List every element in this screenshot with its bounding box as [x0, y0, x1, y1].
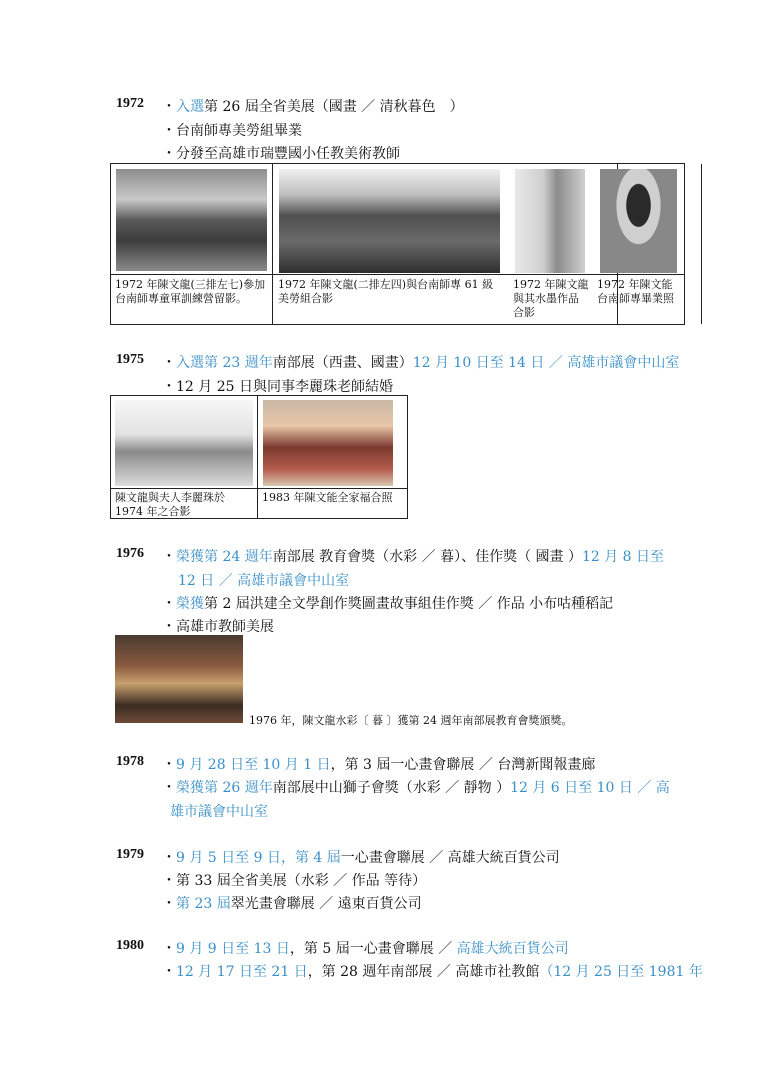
year-1975: 1975 — [116, 352, 144, 367]
caption-1972-1: 1972 年陳文龍(三排左七)參加台南師專童軍訓練營留影。 — [115, 278, 266, 305]
caption-1975-2: 1983 年陳文能全家福合照 — [262, 491, 393, 504]
entry-1978-2: ・榮獲第 26 週年南部展中山獅子會獎（水彩 ／ 靜物 ）12 月 6 日至 10 日 ／ 高 — [162, 780, 670, 796]
entry-1976-3: ・高雄市教師美展 — [162, 619, 274, 635]
entry-1975-1: ・入選第 23 週年南部展（西畫、國畫）12 月 10 日至 14 日 ／ 高雄市議會中山室 — [162, 355, 680, 371]
entry-1979-2: ・第 33 屆全省美展（水彩 ／ 作品 等待） — [162, 873, 427, 889]
entry-1980-1: ・9 月 9 日至 13 日，第 5 屆一心畫會聯展 ／ 高雄大統百貨公司 — [162, 941, 569, 957]
entry-1978-1: ・9 月 28 日至 10 月 1 日，第 3 屆一心畫會聯展 ／ 台灣新聞報畫廊 — [162, 757, 596, 773]
graduation-portrait — [600, 169, 677, 273]
caption-1972-2: 1972 年陳文龍(二排左四)與台南師專 61 級美勞組合影 — [278, 278, 494, 305]
year-1979: 1979 — [116, 847, 144, 862]
group-photo-scout-camp — [116, 169, 267, 271]
year-1978: 1978 — [116, 754, 144, 769]
photo-table-1975 — [110, 395, 408, 519]
family-photo-1983 — [263, 400, 393, 486]
photo-with-ink-painting — [515, 169, 585, 273]
year-1972: 1972 — [116, 96, 144, 111]
entry-1980-2: ・12 月 17 日至 21 日，第 28 週年南部展 ／ 高雄市社教館（12 月 25 日至 1981 年 — [162, 964, 703, 980]
award-ceremony-photo — [115, 635, 243, 723]
year-1976: 1976 — [116, 546, 144, 561]
entry-1976-2: ・榮獲第 2 屆洪建全文學創作獎圖畫故事組佳作獎 ／ 作品 小布咕種稻記 — [162, 596, 614, 612]
caption-1976: 1976 年，陳文龍水彩〔 暮 〕獲第 24 週年南部展教育會獎頒獎。 — [249, 714, 573, 727]
entry-1972-1: ・入選第 26 屆全省美展（國畫 ／ 清秋暮色 ） — [162, 99, 464, 115]
entry-1978-2-cont: 雄市議會中山室 — [170, 804, 268, 820]
entry-1976-1-cont: 12 日 ／ 高雄市議會中山室 — [178, 573, 350, 589]
couple-photo-1974 — [115, 400, 253, 486]
caption-1975-1: 陳文龍與夫人李麗珠於 1974 年之合影 — [115, 491, 225, 518]
entry-1979-3: ・第 23 屆翠光畫會聯展 ／ 遠東百貨公司 — [162, 896, 422, 912]
group-photo-art-class — [279, 169, 500, 273]
entry-1979-1: ・9 月 5 日至 9 日，第 4 屆一心畫會聯展 ／ 高雄大統百貨公司 — [162, 850, 560, 866]
photo-table-1972 — [110, 163, 685, 325]
caption-1972-4: 1972 年陳文能台南師專畢業照 — [597, 278, 674, 305]
caption-1972-3: 1972 年陳文龍與其水墨作品合影 — [513, 278, 589, 319]
entry-1975-2: ・12 月 25 日與同事李麗珠老師結婚 — [162, 379, 393, 395]
entry-1972-3: ・分發至高雄市瑞豐國小任教美術教師 — [162, 146, 400, 162]
entry-1972-2: ・台南師專美勞組畢業 — [162, 123, 302, 139]
year-1980: 1980 — [116, 938, 144, 953]
entry-1976-1: ・榮獲第 24 週年南部展 教育會獎（水彩 ／ 暮）、佳作獎（ 國畫 ）12 月 8 日至 — [162, 549, 665, 565]
